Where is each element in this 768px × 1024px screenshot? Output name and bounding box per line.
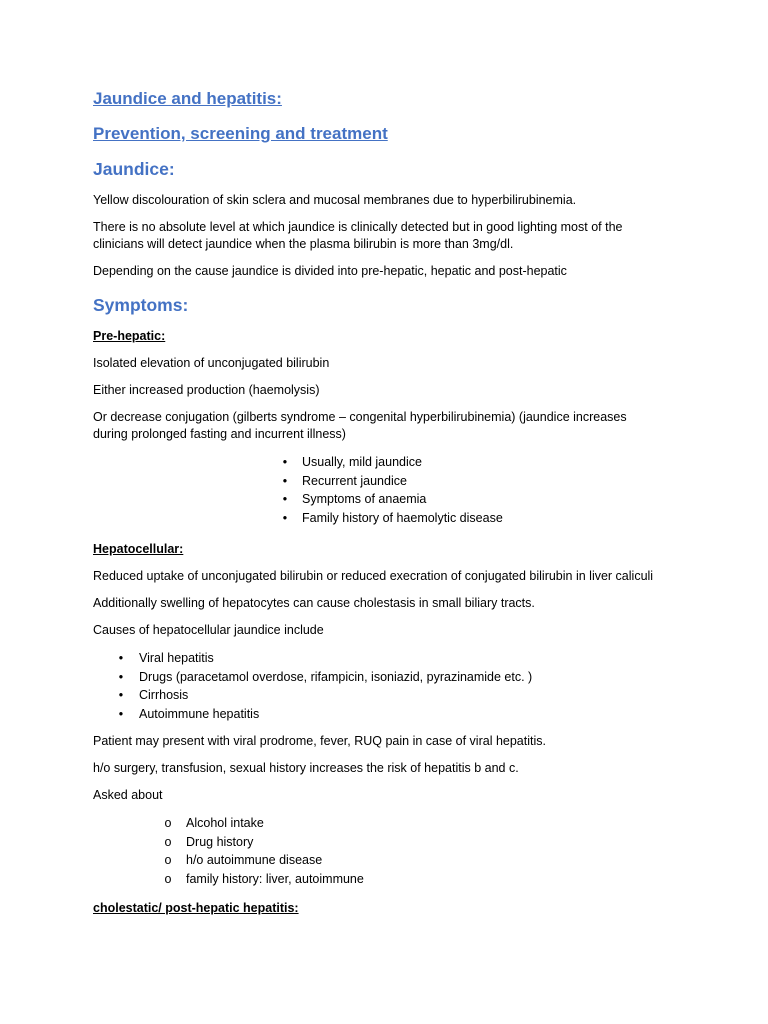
paragraph: Yellow discolouration of skin sclera and mucosal membranes due to hyperbilirubinemia.	[93, 193, 577, 207]
subheading-hepatocellular: Hepatocellular:	[93, 542, 184, 556]
paragraph: Depending on the cause jaundice is divided into pre-hepatic, hepatic and post-hepatic	[93, 264, 567, 278]
paragraph: Additionally swelling of hepatocytes can cause cholestasis in small biliary tracts.	[93, 596, 535, 610]
subheading-prehepatic: Pre-hepatic:	[93, 329, 166, 343]
bullet-disc-icon: •	[118, 651, 124, 665]
bullet-disc-icon: •	[282, 492, 288, 506]
list-item: o family history: liver, autoimmune	[93, 870, 663, 889]
section-heading-jaundice: Jaundice:	[93, 159, 175, 179]
paragraph: Asked about	[93, 788, 163, 802]
list-item: • Autoimmune hepatitis	[93, 705, 663, 724]
paragraph: h/o surgery, transfusion, sexual history increases the risk of hepatitis b and c.	[93, 761, 519, 775]
bullet-circle-icon: o	[164, 871, 172, 886]
paragraph: Isolated elevation of unconjugated bilirubin	[93, 356, 330, 370]
paragraph: Patient may present with viral prodrome, fever, RUQ pain in case of viral hepatitis.	[93, 734, 546, 748]
list-item: • Usually, mild jaundice	[93, 453, 663, 472]
bullet-disc-icon: •	[118, 669, 124, 684]
list-item: o Drug history	[93, 833, 663, 852]
list-item: o h/o autoimmune disease	[93, 851, 663, 870]
causes-bullet-list	[93, 649, 663, 723]
document-body	[93, 88, 663, 927]
section-heading-symptoms: Symptoms:	[93, 295, 189, 315]
list-item: • Drugs (paracetamol overdose, rifampicin, isoniazid, pyrazinamide etc. )	[93, 668, 663, 687]
paragraph: Or decrease conjugation (gilberts syndrome – congenital hyperbilirubinemia) (jaundice increases during prolonged fasting and incurrent illness)	[93, 410, 627, 441]
bullet-disc-icon: •	[282, 455, 288, 469]
list-item: • Cirrhosis	[93, 686, 663, 705]
asked-about-list	[93, 814, 663, 888]
doc-subtitle: Prevention, screening and treatment	[93, 124, 388, 143]
list-item: • Viral hepatitis	[93, 649, 663, 668]
bullet-disc-icon: •	[282, 473, 288, 488]
paragraph: There is no absolute level at which jaundice is clinically detected but in good lighting most of the clinicians will detect jaundice when the plasma bilirubin is more than 3mg/dl.	[93, 220, 623, 251]
bullet-circle-icon: o	[164, 816, 172, 830]
subheading-cholestatic: cholestatic/ post-hepatic hepatitis:	[93, 901, 299, 915]
paragraph: Reduced uptake of unconjugated bilirubin or reduced execration of conjugated bilirubin in liver caliculi	[93, 569, 654, 583]
list-item: • Symptoms of anaemia	[93, 490, 663, 509]
prehepatic-bullet-list	[93, 453, 663, 527]
list-item: • Recurrent jaundice	[93, 472, 663, 491]
bullet-disc-icon: •	[282, 510, 288, 525]
paragraph: Either increased production (haemolysis)	[93, 383, 320, 397]
bullet-circle-icon: o	[164, 853, 172, 867]
list-item: o Alcohol intake	[93, 814, 663, 833]
bullet-circle-icon: o	[164, 834, 172, 849]
doc-title: Jaundice and hepatitis:	[93, 89, 282, 108]
list-item: • Family history of haemolytic disease	[93, 509, 663, 528]
bullet-disc-icon: •	[118, 706, 124, 721]
paragraph: Causes of hepatocellular jaundice include	[93, 623, 324, 637]
bullet-disc-icon: •	[118, 688, 124, 702]
